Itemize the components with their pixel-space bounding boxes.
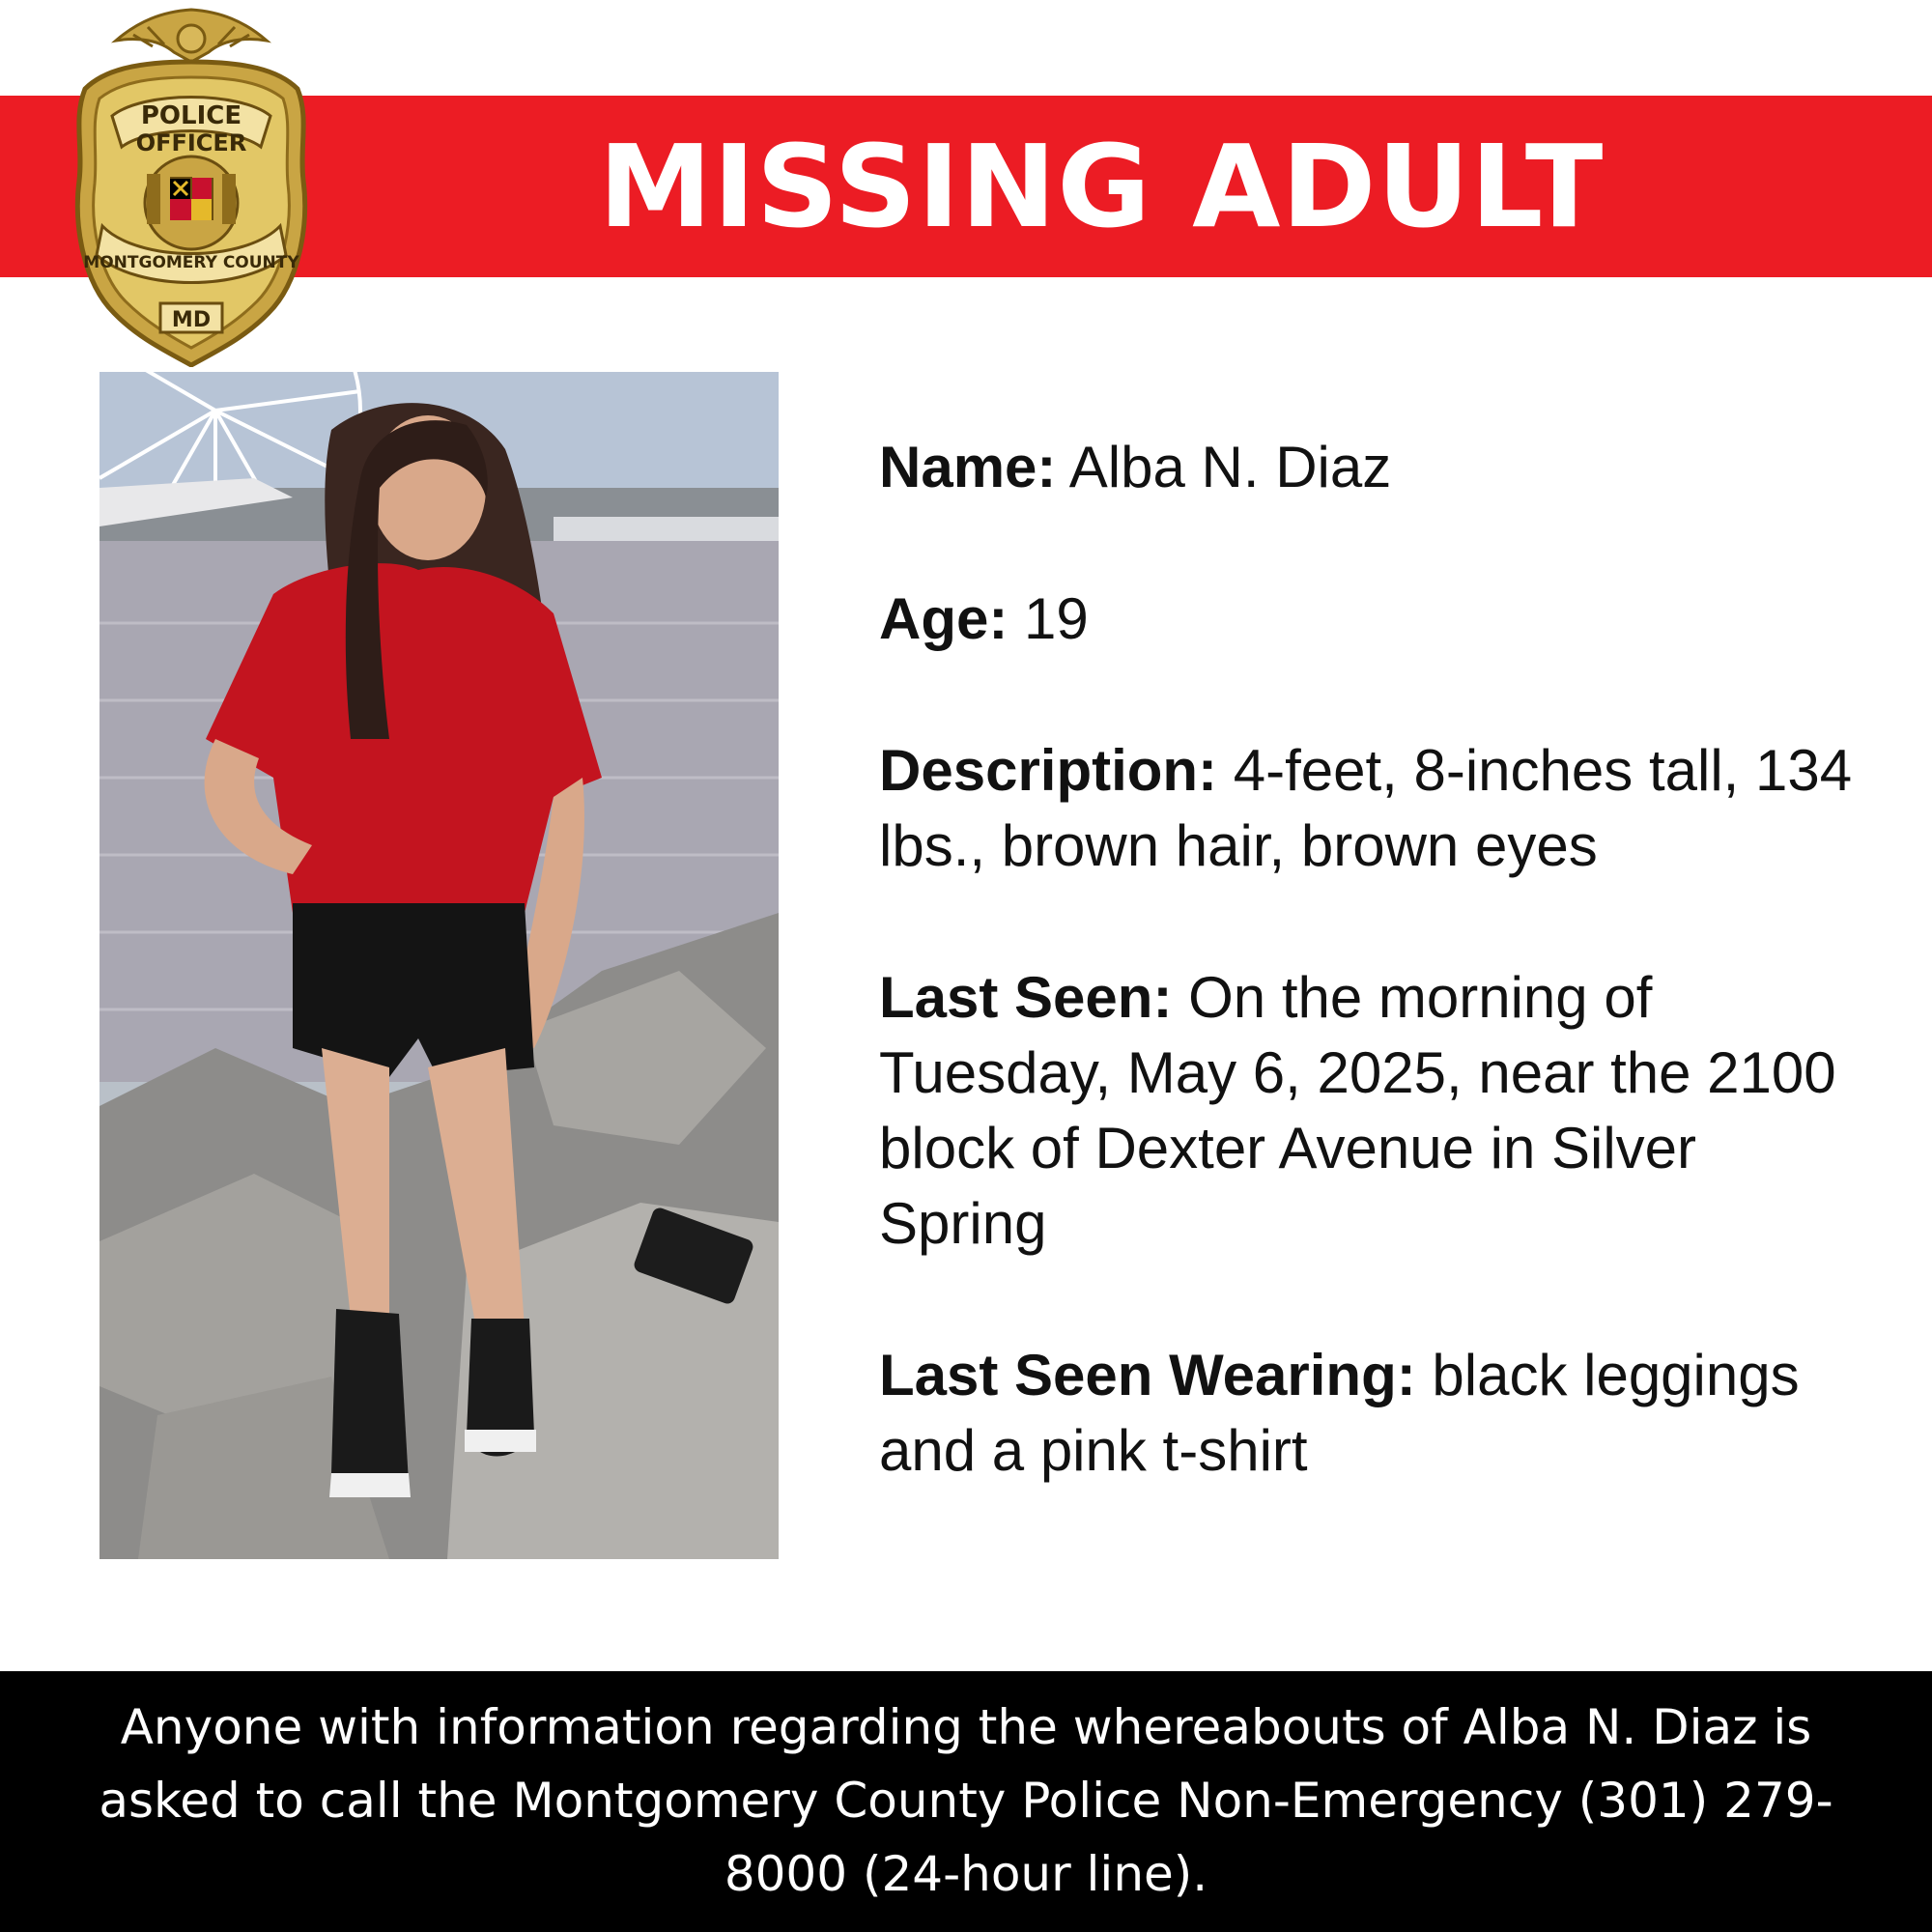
description-field — [879, 733, 1855, 884]
eagle-icon — [116, 10, 267, 62]
wearing-value: black leggings and a pink t-shirt — [879, 1343, 1800, 1483]
age-label: Age: — [879, 586, 1009, 651]
description-value: 4-feet, 8-inches tall, 134 lbs., brown hair, brown eyes — [879, 738, 1853, 878]
badge-text-police: POLICE — [140, 101, 242, 130]
age-value: 19 — [1024, 586, 1089, 651]
contact-footer — [0, 1671, 1932, 1932]
page-title: MISSING ADULT — [598, 120, 1605, 253]
name-field — [879, 430, 1855, 505]
maryland-seal-icon — [145, 156, 238, 249]
missing-person-photo — [99, 372, 779, 1559]
badge-text-state: MD — [171, 308, 212, 332]
last-seen-label: Last Seen: — [879, 965, 1173, 1030]
name-value: Alba N. Diaz — [1068, 435, 1392, 499]
police-badge-logo — [46, 2, 336, 367]
details-panel — [879, 430, 1855, 1565]
last-seen-field — [879, 960, 1855, 1262]
wearing-field — [879, 1338, 1855, 1489]
badge-text-officer: OFFICER — [135, 129, 247, 156]
last-seen-value: On the morning of Tuesday, May 6, 2025, near the 2100 block of Dexter Avenue in Silver Spring — [879, 965, 1836, 1256]
contact-text: Anyone with information regarding the whereabouts of Alba N. Diaz is asked to call the Montgomery County Police Non-Emergency (301) 279-8000 (24-hour line). — [99, 1699, 1833, 1902]
description-label: Description: — [879, 738, 1218, 803]
wearing-label: Last Seen Wearing: — [879, 1343, 1416, 1407]
badge-text-county: MONTGOMERY COUNTY — [83, 253, 299, 272]
name-label: Name: — [879, 435, 1057, 499]
age-field — [879, 582, 1855, 657]
